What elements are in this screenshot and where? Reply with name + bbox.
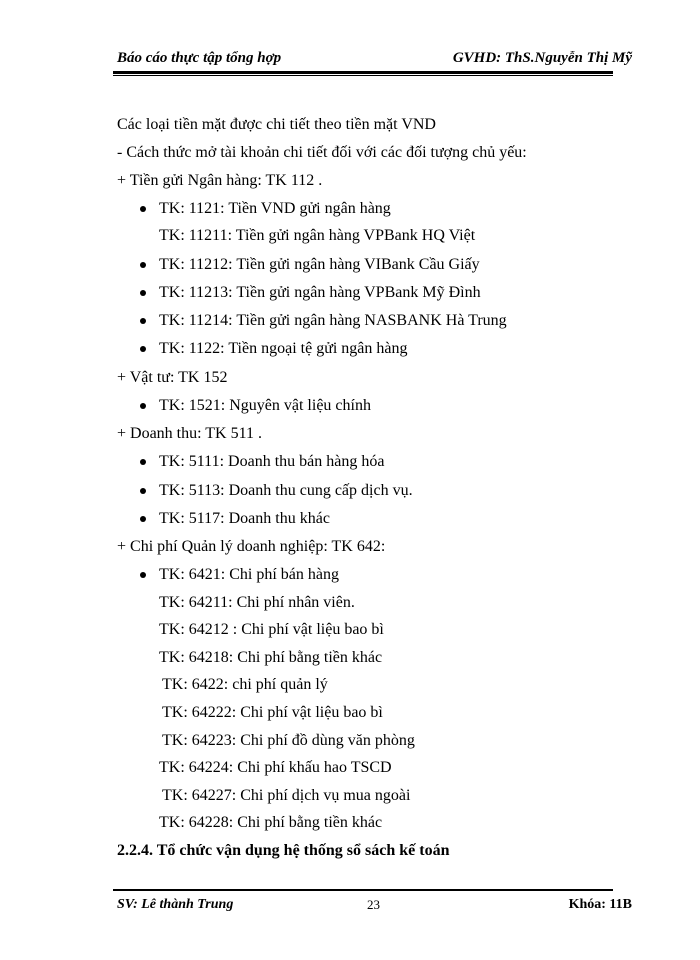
page-number: 23 [367, 897, 380, 912]
bullet-icon [140, 346, 146, 352]
list-item: TK: 64212 : Chi phí vật liệu bao bì [159, 621, 384, 638]
header-rule-thin [113, 75, 613, 76]
bullet-icon [140, 403, 146, 409]
bullet-icon [140, 290, 146, 296]
bullet-icon [140, 459, 146, 465]
list-item: TK: 64227: Chi phí dịch vụ mua ngoài [162, 787, 411, 804]
list-item: TK: 64228: Chi phí bằng tiền khác [159, 814, 383, 831]
text-line: - Cách thức mở tài khoản chi tiết đối với các đối tượng chủ yếu: [117, 144, 527, 161]
bullet-icon [140, 488, 146, 494]
list-item: TK: 5113: Doanh thu cung cấp dịch vụ. [159, 482, 413, 499]
list-item: TK: 1121: Tiền VND gửi ngân hàng [159, 200, 391, 217]
list-item: TK: 6421: Chi phí bán hàng [159, 566, 339, 583]
bullet-icon [140, 572, 146, 578]
text-line: + Vật tư: TK 152 [117, 369, 228, 386]
list-item: TK: 11211: Tiền gửi ngân hàng VPBank HQ Việt [159, 227, 476, 244]
bullet-icon [140, 206, 146, 212]
footer-right: Khóa: 11B [568, 897, 632, 912]
list-item: TK: 64211: Chi phí nhân viên. [159, 594, 355, 611]
text-line: + Chi phí Quản lý doanh nghiệp: TK 642: [117, 538, 386, 555]
list-item: TK: 1122: Tiền ngoại tệ gửi ngân hàng [159, 340, 408, 357]
header-rule [113, 71, 613, 74]
list-item: TK: 6422: chi phí quản lý [162, 676, 328, 693]
list-item: TK: 11212: Tiền gửi ngân hàng VIBank Cầu Giấy [159, 256, 480, 273]
bullet-icon [140, 516, 146, 522]
text-line: + Tiền gửi Ngân hàng: TK 112 . [117, 172, 323, 189]
list-item: TK: 11213: Tiền gửi ngân hàng VPBank Mỹ Đình [159, 284, 481, 301]
bullet-icon [140, 318, 146, 324]
text-line: Các loại tiền mặt được chi tiết theo tiền mặt VND [117, 116, 436, 133]
bullet-icon [140, 262, 146, 268]
list-item: TK: 64224: Chi phí khấu hao TSCD [159, 759, 392, 776]
list-item: TK: 64222: Chi phí vật liệu bao bì [162, 704, 383, 721]
header-left: Báo cáo thực tập tổng hợp [117, 50, 282, 66]
list-item: TK: 11214: Tiền gửi ngân hàng NASBANK Hà Trung [159, 312, 507, 329]
footer-left: SV: Lê thành Trung [117, 897, 234, 912]
list-item: TK: 1521: Nguyên vật liệu chính [159, 397, 371, 414]
header-right: GVHD: ThS.Nguyễn Thị Mỹ [452, 50, 632, 66]
section-heading: 2.2.4. Tổ chức vận dụng hệ thống sổ sách kế toán [117, 842, 450, 859]
list-item: TK: 64223: Chi phí đồ dùng văn phòng [162, 732, 415, 749]
text-line: + Doanh thu: TK 511 . [117, 425, 263, 442]
list-item: TK: 64218: Chi phí bằng tiền khác [159, 649, 383, 666]
list-item: TK: 5111: Doanh thu bán hàng hóa [159, 453, 385, 470]
footer-rule [113, 889, 613, 891]
list-item: TK: 5117: Doanh thu khác [159, 510, 330, 527]
